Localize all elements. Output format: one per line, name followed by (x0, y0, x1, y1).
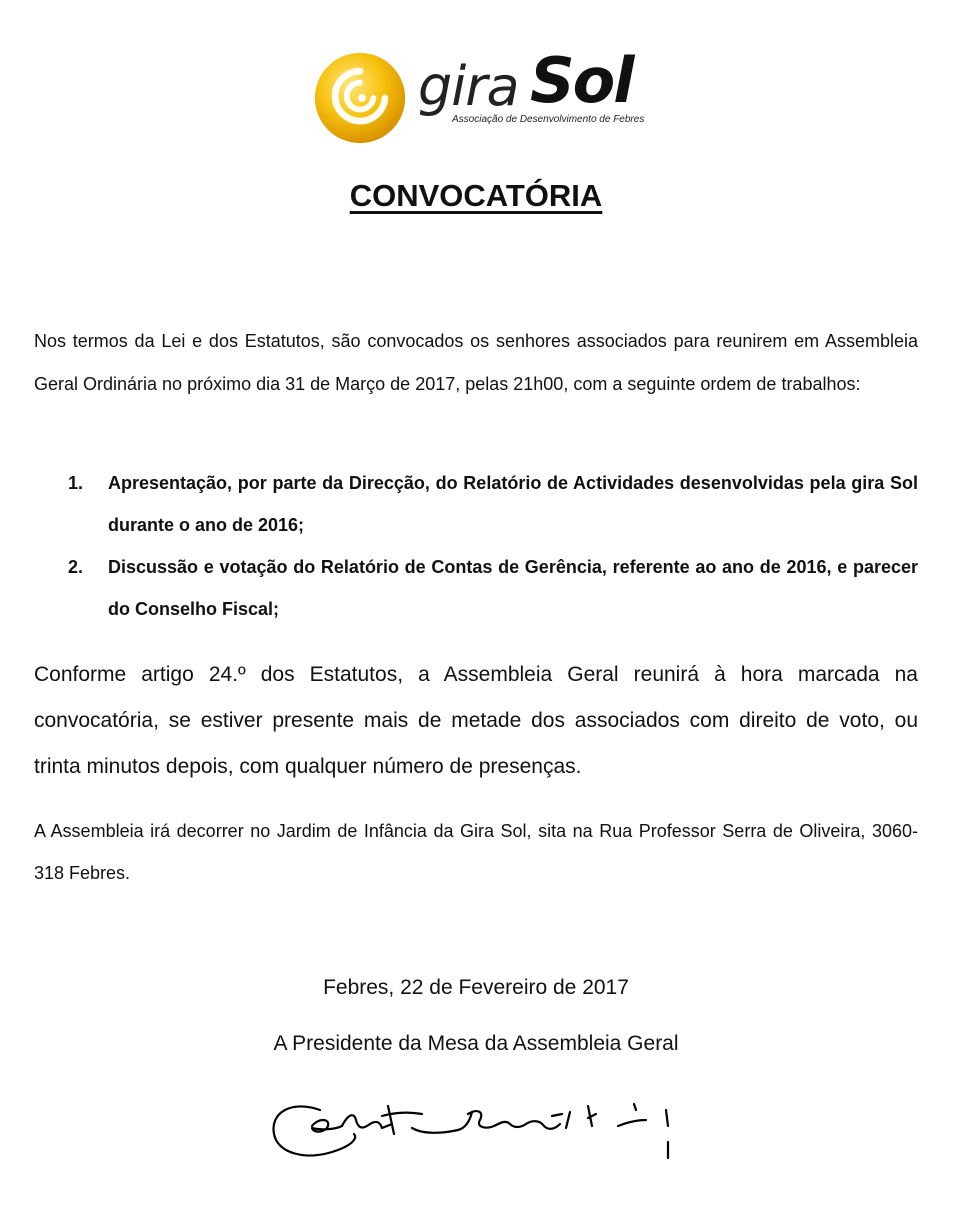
agenda-item-text: Discussão e votação do Relatório de Contas de Gerência, referente ao ano de 2016, e parecer do Conselho Fiscal; (108, 557, 918, 619)
logo-word-gira: gira (418, 55, 519, 118)
agenda-item (68, 462, 918, 546)
logo-subtitle: Associação de Desenvolvimento de Febres (452, 114, 645, 125)
location-paragraph: A Assembleia irá decorrer no Jardim de Infância da Gira Sol, sita na Rua Professor Serra de Oliveira, 3060-318 Febres. (34, 821, 918, 883)
agenda-item-number: 1. (68, 473, 84, 493)
intro-paragraph: Nos termos da Lei e dos Estatutos, são convocados os senhores associados para reunirem em Assembleia Geral Ordinária no próximo dia 31 de Março de 2017, pelas 21h00, com a seguinte ordem de trabalhos: (34, 331, 918, 394)
sun-swirl-icon (312, 50, 408, 146)
place-and-date: Febres, 22 de Fevereiro de 2017 (323, 976, 629, 999)
handwritten-signature (262, 1090, 692, 1170)
quorum-paragraph: Conforme artigo 24.º dos Estatutos, a Assembleia Geral reunirá à hora marcada na convocatória, se estiver presente mais de metade dos associados com direito de voto, ou trinta minutos depois, com qualquer número de presenças. (34, 663, 918, 778)
logo-word-sol: Sol (530, 44, 633, 117)
document-title: CONVOCATÓRIA (349, 178, 603, 213)
agenda-list (68, 462, 918, 630)
signatory-role: A Presidente da Mesa da Assembleia Geral (273, 1032, 679, 1055)
gira-sol-logo (308, 46, 653, 146)
agenda-item (68, 546, 918, 630)
agenda-item-text: Apresentação, por parte da Direcção, do Relatório de Actividades desenvolvidas pela gira Sol durante o ano de 2016; (108, 473, 918, 535)
agenda-item-number: 2. (68, 557, 84, 577)
